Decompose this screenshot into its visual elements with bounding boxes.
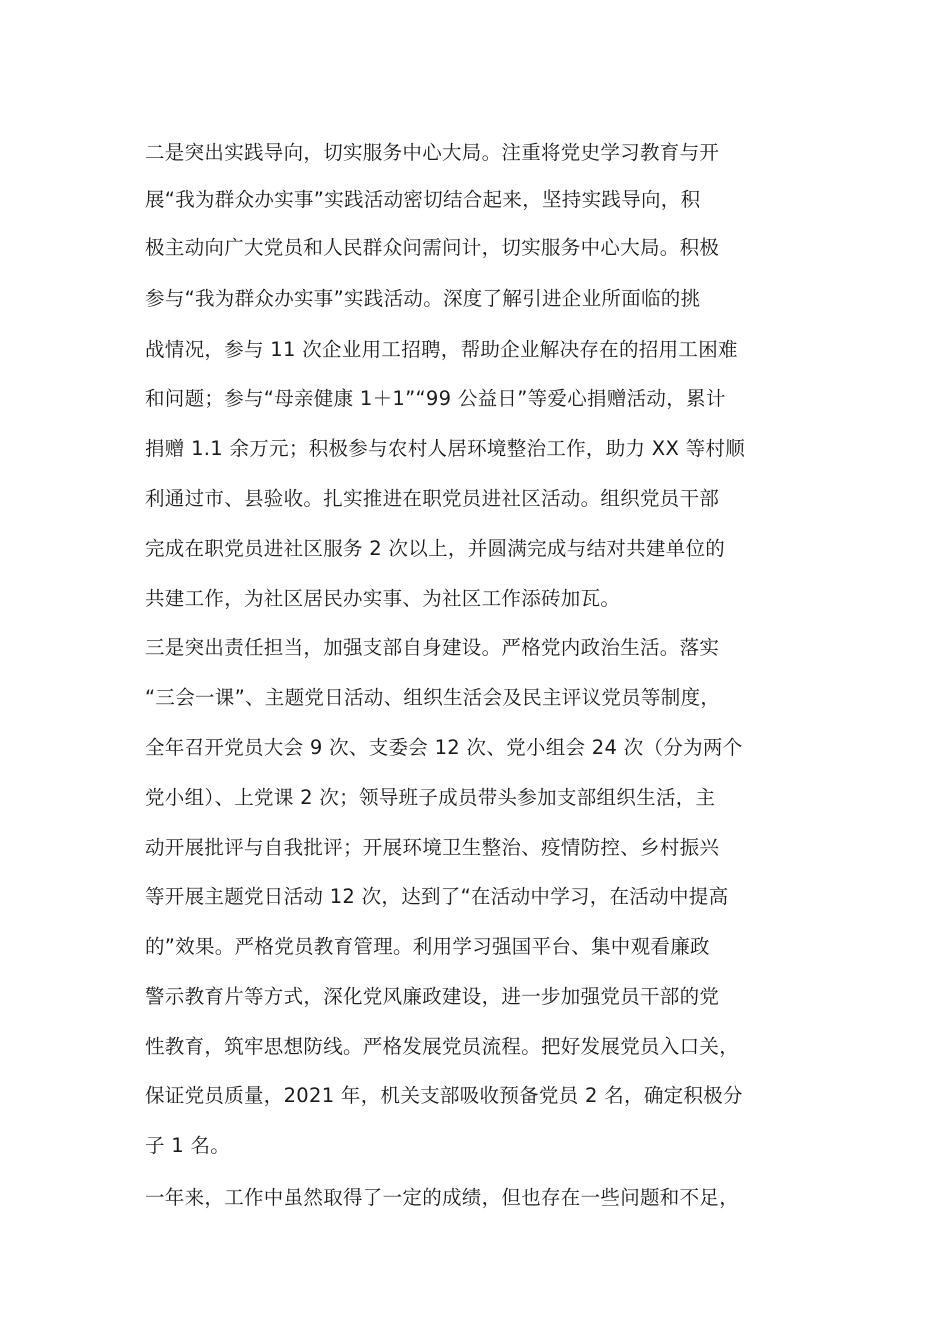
text-line: 和问题；参与“母亲健康 1＋1”“99 公益日”等爱心捐赠活动，累计 (145, 387, 726, 410)
text-line: 保证党员质量，2021 年，机关支部吸收预备党员 2 名，确定积极分 (145, 1084, 743, 1107)
text-line: 子 1 名。 (145, 1134, 231, 1157)
text-line: 完成在职党员进社区服务 2 次以上，并圆满完成与结对共建单位的 (145, 537, 726, 560)
text-line: 利通过市、县验收。扎实推进在职党员进社区活动。组织党员干部 (145, 487, 720, 510)
text-line: “三会一课”、主题党日活动、组织生活会及民主评议党员等制度， (145, 686, 721, 709)
text-line: 战情况，参与 11 次企业用工招聘，帮助企业解决存在的招用工困难 (145, 338, 738, 361)
text-line: 一年来，工作中虽然取得了一定的成绩，但也存在一些问题和不足， (145, 1186, 740, 1209)
text-line: 全年召开党员大会 9 次、支委会 12 次、党小组会 24 次（分为两个 (145, 736, 743, 759)
text-line: 性教育，筑牢思想防线。严格发展党员流程。把好发展党员入口关， (145, 1035, 740, 1058)
text-line: 三是突出责任担当，加强支部自身建设。严格党内政治生活。落实 (145, 636, 720, 659)
text-line: 等开展主题党日活动 12 次，达到了“在活动中学习，在活动中提高 (145, 885, 729, 908)
text-line: 二是突出实践导向，切实服务中心大局。注重将党史学习教育与开 (145, 141, 720, 164)
text-line: 警示教育片等方式，深化党风廉政建设，进一步加强党员干部的党 (145, 985, 720, 1008)
text-line: 极主动向广大党员和人民群众问需问计，切实服务中心大局。积极 (145, 236, 720, 259)
text-line: 的”效果。严格党员教育管理。利用学习强国平台、集中观看廉政 (145, 935, 710, 958)
text-line: 动开展批评与自我批评；开展环境卫生整治、疫情防控、乡村振兴 (145, 836, 720, 859)
text-line: 共建工作，为社区居民办实事、为社区工作添砖加瓦。 (145, 587, 621, 610)
text-line: 展“我为群众办实事”实践活动密切结合起来，坚持实践导向，积 (145, 188, 701, 211)
text-line: 党小组）、上党课 2 次；领导班子成员带头参加支部组织生活，主 (145, 786, 716, 809)
text-line: 参与“我为群众办实事”实践活动。深度了解引进企业所面临的挑 (145, 287, 701, 310)
text-line: 捐赠 1.1 余万元；积极参与农村人居环境整治工作，助力 XX 等村顺 (145, 437, 746, 460)
